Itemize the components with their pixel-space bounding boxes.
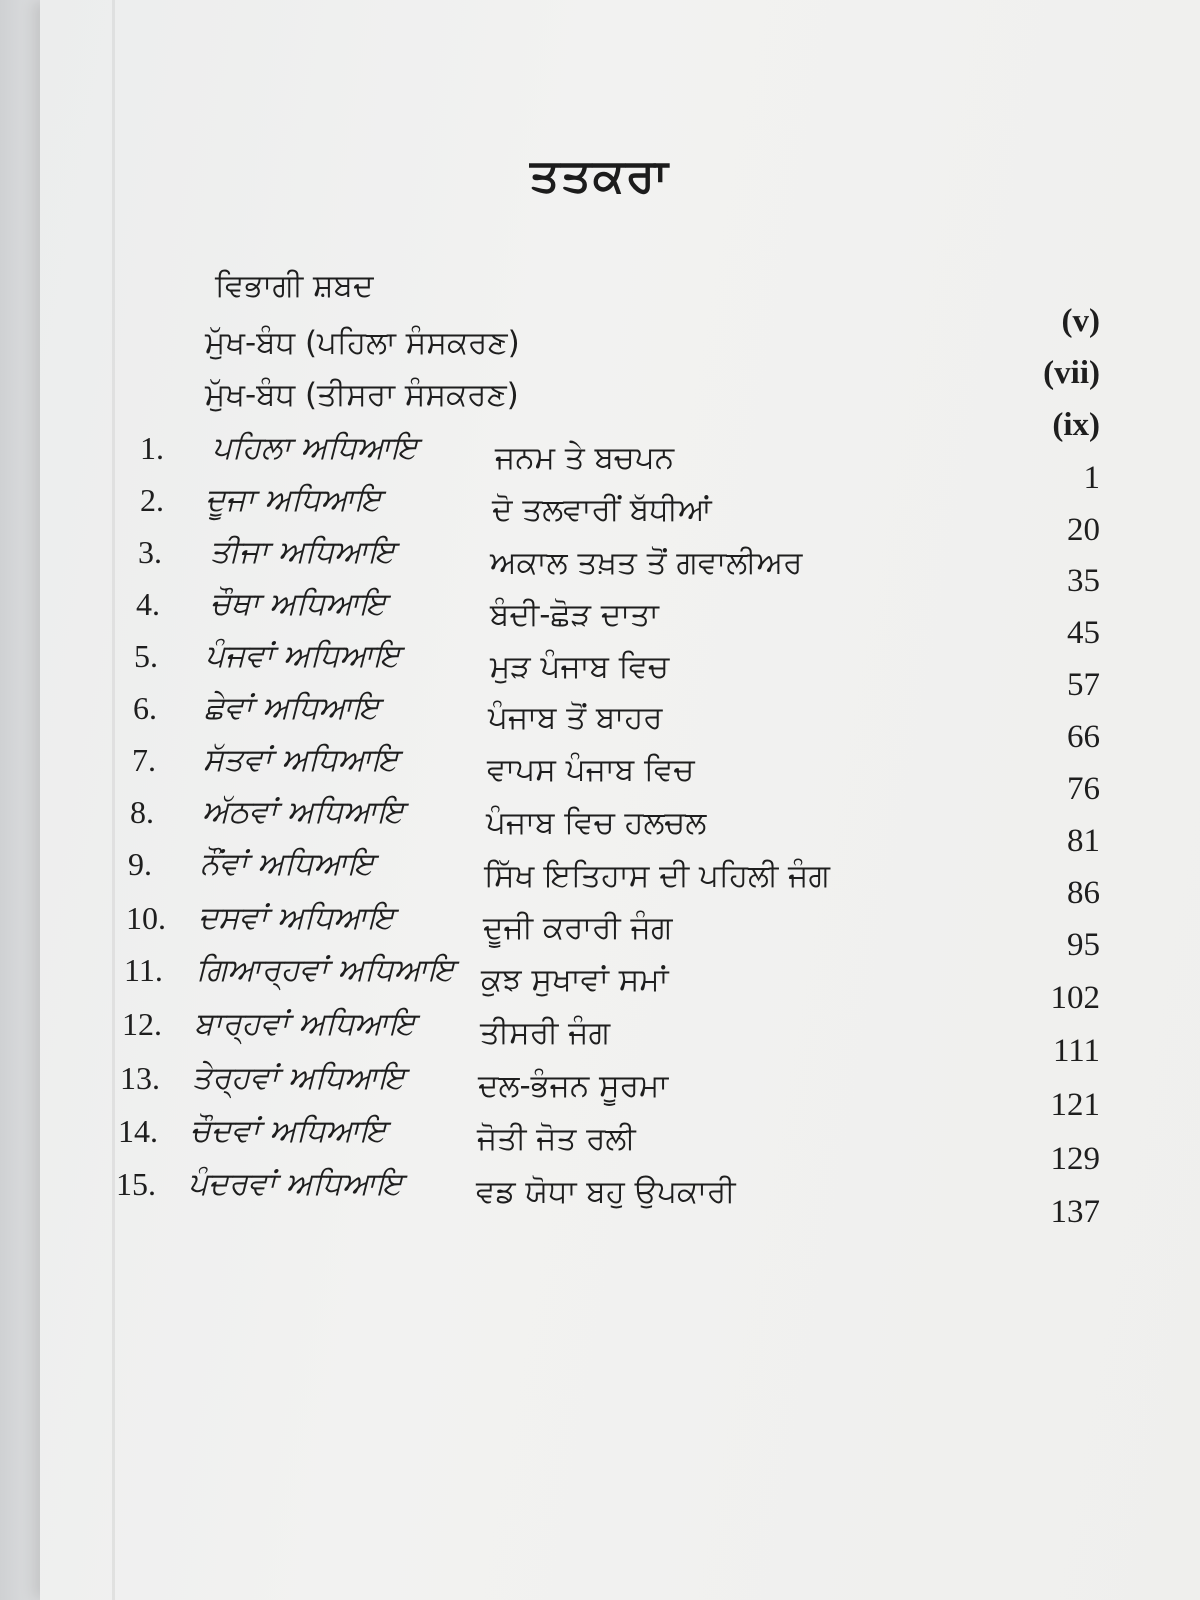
front-matter-label: ਵਿਭਾਗੀ ਸ਼ਬਦ (215, 268, 374, 304)
chapter-title: ਵਡ ਯੋਧਾ ਬਹੁ ਉਪਕਾਰੀ (476, 1174, 736, 1210)
chapter-number: 15. (116, 1166, 156, 1202)
chapter-page: 121 (1050, 1087, 1100, 1123)
chapter-title: ਦੋ ਤਲਵਾਰੀਂ ਬੱਧੀਆਂ (492, 492, 712, 528)
chapter-page: 81 (1067, 823, 1100, 859)
chapter-page: 76 (1067, 771, 1100, 807)
chapter-number: 13. (120, 1060, 160, 1096)
chapter-label: ਸੱਤਵਾਂ ਅਧਿਆਇ (203, 742, 399, 778)
chapter-label: ਚੌਦਵਾਂ ਅਧਿਆਇ (190, 1113, 387, 1149)
front-matter-page: (vii) (1043, 355, 1100, 391)
chapter-number: 5. (134, 638, 158, 674)
chapter-title: ਦਲ-ਭੰਜਨ ਸੂਰਮਾ (478, 1068, 669, 1104)
chapter-title: ਜਨਮ ਤੇ ਬਚਪਨ (495, 440, 675, 476)
chapter-title: ਸਿੱਖ ਇਤਿਹਾਸ ਦੀ ਪਹਿਲੀ ਜੰਗ (484, 858, 830, 894)
chapter-label: ਤੇਰ੍ਹਵਾਂ ਅਧਿਆਇ (192, 1060, 405, 1096)
front-matter-label: ਮੁੱਖ-ਬੰਧ (ਪਹਿਲਾ ਸੰਸਕਰਣ) (205, 325, 520, 361)
chapter-number: 10. (126, 900, 166, 936)
chapter-number: 4. (136, 586, 160, 622)
chapter-title: ਬੰਦੀ-ਛੋੜ ਦਾਤਾ (490, 597, 659, 633)
chapter-label: ਨੌਂਵਾਂ ਅਧਿਆਇ (200, 846, 375, 882)
chapter-number: 2. (140, 482, 164, 518)
page-title: ਤਤਕਰਾ (530, 148, 670, 202)
chapter-number: 11. (124, 952, 163, 988)
chapter-number: 6. (133, 690, 157, 726)
chapter-title: ਪੰਜਾਬ ਤੋਂ ਬਾਹਰ (488, 700, 663, 736)
chapter-title: ਜੋਤੀ ਜੋਤ ਰਲੀ (477, 1121, 636, 1157)
chapter-page: 20 (1067, 512, 1100, 548)
chapter-label: ਛੇਵਾਂ ਅਧਿਆਇ (204, 690, 380, 726)
chapter-page: 102 (1050, 980, 1100, 1016)
chapter-page: 66 (1067, 719, 1100, 755)
chapter-number: 8. (130, 794, 154, 830)
chapter-label: ਤੀਜਾ ਅਧਿਆਇ (210, 534, 395, 570)
chapter-label: ਗਿਆਰ੍ਹਵਾਂ ਅਧਿਆਇ (196, 952, 455, 988)
chapter-label: ਪੰਦਰਵਾਂ ਅਧਿਆਇ (188, 1166, 403, 1202)
front-matter-page: (v) (1061, 303, 1100, 339)
chapter-page: 137 (1050, 1194, 1100, 1230)
chapter-title: ਮੁੜ ਪੰਜਾਬ ਵਿਚ (490, 649, 670, 685)
chapter-title: ਕੁਝ ਸੁਖਾਵਾਂ ਸਮਾਂ (481, 962, 669, 998)
chapter-label: ਅੱਠਵਾਂ ਅਧਿਆਇ (202, 794, 404, 830)
front-matter-label: ਮੁੱਖ-ਬੰਧ (ਤੀਸਰਾ ਸੰਸਕਰਣ) (205, 377, 519, 413)
chapter-number: 12. (122, 1006, 162, 1042)
page-gutter (112, 0, 115, 1600)
chapter-title: ਤੀਸਰੀ ਜੰਗ (480, 1015, 611, 1051)
chapter-page: 35 (1067, 563, 1100, 599)
chapter-title: ਵਾਪਸ ਪੰਜਾਬ ਵਿਚ (487, 752, 695, 788)
chapter-label: ਦੂਜਾ ਅਧਿਆਇ (205, 482, 382, 518)
chapter-page: 111 (1052, 1033, 1100, 1069)
chapter-title: ਦੂਜੀ ਕਰਾਰੀ ਜੰਗ (483, 910, 673, 946)
chapter-label: ਚੌਥਾ ਅਧਿਆਇ (210, 586, 387, 622)
chapter-number: 14. (118, 1113, 158, 1149)
chapter-page: 86 (1067, 875, 1100, 911)
chapter-label: ਬਾਰ੍ਹਵਾਂ ਅਧਿਆਇ (194, 1006, 416, 1042)
chapter-number: 7. (132, 742, 156, 778)
chapter-page: 1 (1083, 460, 1100, 496)
chapter-page: 129 (1050, 1141, 1100, 1177)
chapter-label: ਦਸਵਾਂ ਅਧਿਆਇ (198, 900, 395, 936)
chapter-number: 9. (128, 846, 152, 882)
chapter-page: 95 (1067, 927, 1100, 963)
chapter-label: ਪੰਜਵਾਂ ਅਧਿਆਇ (205, 638, 401, 674)
front-matter-page: (ix) (1052, 407, 1100, 443)
chapter-title: ਅਕਾਲ ਤਖ਼ਤ ਤੋਂ ਗਵਾਲੀਅਰ (490, 545, 803, 581)
chapter-number: 3. (138, 534, 162, 570)
chapter-label: ਪਹਿਲਾ ਅਧਿਆਇ (212, 430, 418, 466)
chapter-number: 1. (140, 430, 164, 466)
chapter-page: 45 (1067, 615, 1100, 651)
chapter-page: 57 (1067, 667, 1100, 703)
chapter-title: ਪੰਜਾਬ ਵਿਚ ਹਲਚਲ (486, 805, 707, 841)
